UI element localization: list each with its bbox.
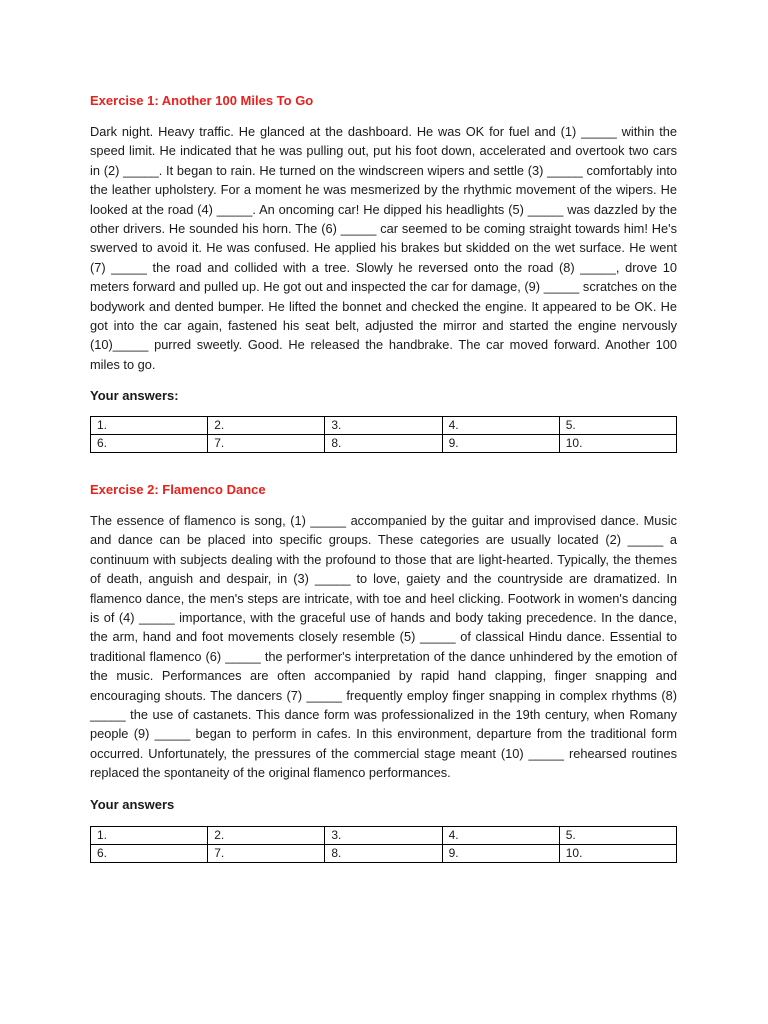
answer-cell[interactable]: 5.: [559, 417, 676, 435]
answer-cell[interactable]: 4.: [442, 826, 559, 844]
answer-cell[interactable]: 2.: [208, 826, 325, 844]
exercise-2: [90, 481, 677, 863]
answer-cell[interactable]: 9.: [442, 844, 559, 862]
answer-cell[interactable]: 7.: [208, 844, 325, 862]
exercise-1-answers-label: Your answers:: [90, 388, 179, 404]
answer-cell[interactable]: 1.: [91, 417, 208, 435]
answer-cell[interactable]: 9.: [442, 435, 559, 453]
answer-cell[interactable]: 3.: [325, 826, 442, 844]
table-row: [91, 826, 677, 844]
table-row: [91, 435, 677, 453]
table-row: [91, 417, 677, 435]
answer-cell[interactable]: 6.: [91, 435, 208, 453]
answer-cell[interactable]: 8.: [325, 844, 442, 862]
exercise-2-title: Exercise 2: Flamenco Dance: [90, 482, 266, 497]
exercise-1-title: Exercise 1: Another 100 Miles To Go: [90, 93, 314, 108]
answer-cell[interactable]: 3.: [325, 417, 442, 435]
table-row: [91, 844, 677, 862]
answer-cell[interactable]: 6.: [91, 844, 208, 862]
answer-cell[interactable]: 7.: [208, 435, 325, 453]
answer-cell[interactable]: 1.: [91, 826, 208, 844]
exercise-1-answer-table: [90, 416, 677, 453]
answer-cell[interactable]: 5.: [559, 826, 676, 844]
exercise-1: [90, 92, 677, 453]
exercise-2-answers-label: Your answers: [90, 796, 175, 812]
answer-cell[interactable]: 4.: [442, 417, 559, 435]
answer-cell[interactable]: 10.: [559, 844, 676, 862]
answer-cell[interactable]: 2.: [208, 417, 325, 435]
answer-cell[interactable]: 10.: [559, 435, 676, 453]
exercise-1-text: Dark night. Heavy traffic. He glanced at the dashboard. He was OK for fuel and (1) _____ within the speed limit. He indicated that he was pulling out, put his foot down, accelerated and overtook two cars in (2) _____. It began to rain. He turned on the windscreen wipers and settle (3) _____ comfortably into the leather upholstery. For a moment he was mesmerized by the rhythmic movement of the wipers. He looked at the road (4) _____. An oncoming car! He dipped his headlights (5) _____ was dazzled by the other drivers. He sounded his horn. The (6) _____ car seemed to be coming straight towards him! He's swerved to avoid it. He was confused. He applied his brakes but skidded on the wet surface. He went (7) _____ the road and collided with a tree. Slowly he reversed onto the road (8) _____, drove 10 meters forward and pulled up. He got out and inspected the car for damage, (9) _____ scratches on the bodywork and dented bumper. He lifted the bonnet and checked the engine. It appeared to be OK. He got into the car again, fastened his seat belt, adjusted the mirror and started the engine nervously (10)_____ purred sweetly. Good. He released the handbrake. The car moved forward. Another 100 miles to go.: [90, 124, 677, 372]
exercise-2-text: The essence of flamenco is song, (1) _____ accompanied by the guitar and improvised dance. Music and dance can be placed into specific groups. These categories are usually located (2) _____ a continuum with subjects dealing with the profound to those that are light-hearted. Typically, the themes of death, anguish and despair, in (3) _____ to love, gaiety and the countryside are dramatized. In flamenco dance, the men's steps are intricate, with toe and heel clicking. Footwork in women's dancing is of (4) _____ importance, with the graceful use of hands and body taking precedence. In the dance, the arm, hand and foot movements closely resemble (5) _____ of classical Hindu dance. Essential to traditional flamenco (6) _____ the performer's interpretation of the dance unhindered by the emotion of the music. Performances are often accompanied by rapid hand clapping, finger snapping and encouraging shouts. The dancers (7) _____ frequently employ finger snapping in complex rhythms (8) _____ the use of castanets. This dance form was professionalized in the 19th century, when Romany people (9) _____ began to perform in cafes. In this environment, departure from the traditional form occurred. Unfortunately, the pressures of the commercial stage meant (10) _____ rehearsed routines replaced the spontaneity of the original flamenco performances.: [90, 513, 677, 781]
answer-cell[interactable]: 8.: [325, 435, 442, 453]
exercise-2-answer-table: [90, 826, 677, 863]
